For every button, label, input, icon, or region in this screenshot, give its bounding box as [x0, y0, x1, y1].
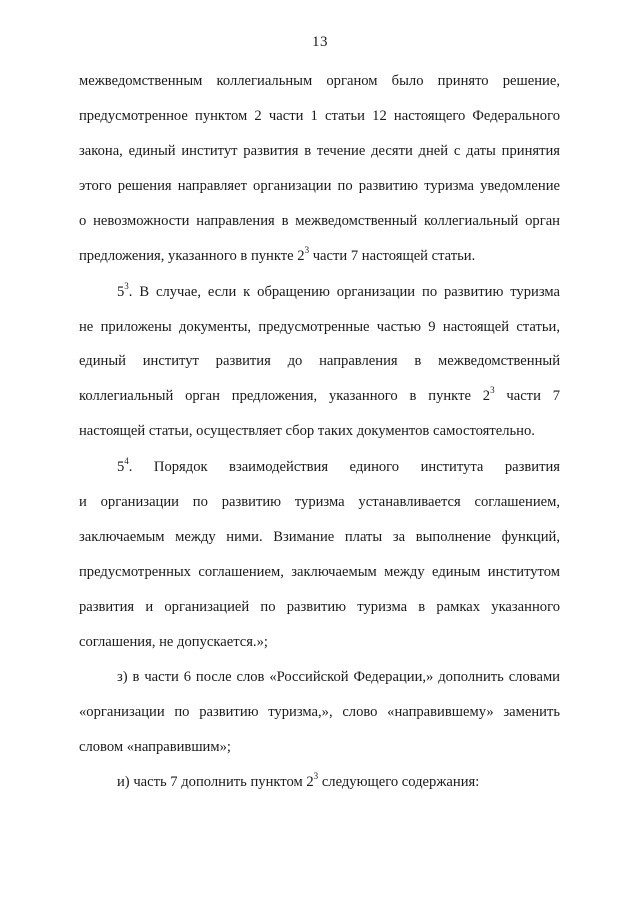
- text-line: не приложены документы, предусмотренные частью 9 настоящей статьи,: [79, 319, 560, 335]
- text-line: словом «направившим»;: [79, 739, 231, 755]
- text-line: соглашения, не допускается.»;: [79, 634, 268, 650]
- page-number: 13: [312, 34, 328, 50]
- text-line: о невозможности направления в межведомственный коллегиальный орган: [79, 213, 560, 229]
- superscript: 4: [124, 456, 129, 467]
- superscript: 3: [124, 281, 129, 292]
- text-line: предусмотренных соглашением, заключаемым между единым институтом: [79, 564, 560, 580]
- text-span: и) часть 7 дополнить пунктом 2: [117, 774, 314, 790]
- text-line: межведомственным коллегиальным органом было принято решение,: [79, 73, 560, 89]
- text-span: 5: [117, 459, 125, 475]
- text-line: [117, 283, 560, 301]
- text-line: [117, 773, 560, 791]
- text-span: предложения, указанного в пункте 2: [79, 248, 305, 264]
- text-span: . Порядок взаимодействия единого института развития: [128, 459, 560, 475]
- superscript: 3: [313, 771, 319, 782]
- text-line: этого решения направляет организации по развитию туризма уведомление: [79, 178, 560, 194]
- text-span: следующего содержания:: [318, 774, 480, 790]
- text-line: [117, 458, 560, 476]
- superscript: 3: [490, 385, 495, 396]
- text-line: и организации по развитию туризма устанавливается соглашением,: [79, 494, 560, 510]
- text-line: з) в части 6 после слов «Российской Федерации,» дополнить словами: [117, 669, 560, 685]
- text-line: настоящей статьи, осуществляет сбор таких документов самостоятельно.: [79, 423, 535, 439]
- text-span: 5: [117, 284, 125, 300]
- text-line: «организации по развитию туризма,», слово «направившему» заменить: [79, 704, 560, 720]
- text-span: части 7 настоящей статьи.: [309, 248, 476, 264]
- text-span: . В случае, если к обращению организации по развитию туризма: [128, 284, 560, 300]
- text-span: коллегиальный орган предложения, указанного в пункте 2: [79, 388, 491, 404]
- text-line: [79, 387, 560, 405]
- text-span: части 7: [494, 388, 560, 404]
- text-line: [79, 247, 560, 265]
- text-line: закона, единый институт развития в течение десяти дней с даты принятия: [79, 143, 560, 159]
- text-line: заключаемым между ними. Взимание платы за выполнение функций,: [79, 529, 560, 545]
- text-line: предусмотренное пунктом 2 части 1 статьи 12 настоящего Федерального: [79, 108, 560, 124]
- text-line: единый институт развития до направления в межведомственный: [79, 353, 560, 369]
- superscript: 3: [304, 245, 310, 256]
- text-line: развития и организацией по развитию туризма в рамках указанного: [79, 599, 560, 615]
